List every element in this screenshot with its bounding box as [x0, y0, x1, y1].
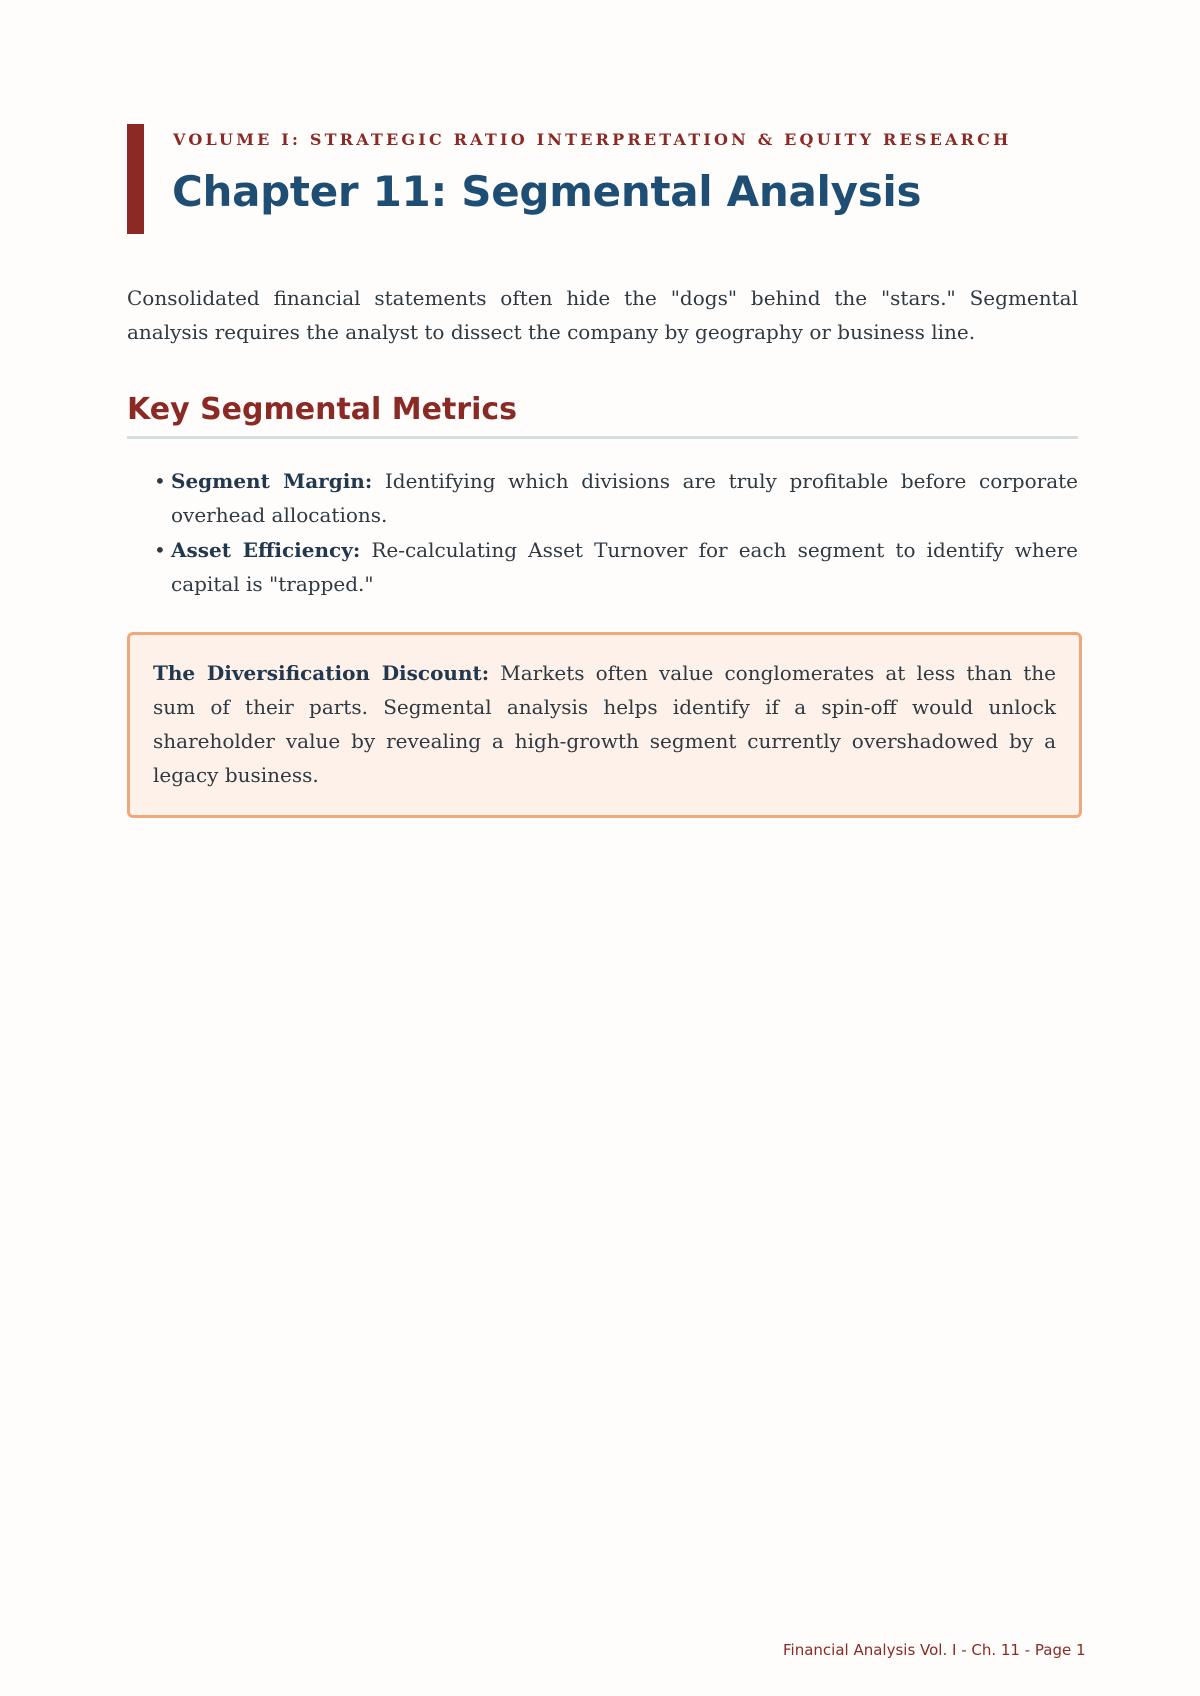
page: [127, 124, 1078, 787]
metric-term: Asset Efficiency:: [171, 538, 361, 562]
list-item: [154, 533, 1078, 601]
chapter-title: Chapter 11: Segmental Analysis: [172, 167, 922, 216]
callout-term: The Diversification Discount:: [153, 661, 490, 685]
intro-paragraph: Consolidated financial statements often hide the "dogs" behind the "stars." Segmental analysis requires the analyst to dissect the company by geography or business line.: [127, 286, 1078, 344]
section-heading: Key Segmental Metrics: [127, 392, 518, 427]
chapter-header: [127, 124, 1078, 234]
bullet-icon: •: [154, 469, 166, 493]
metric-term: Segment Margin:: [171, 469, 373, 493]
metrics-list: [154, 464, 1078, 602]
header-accent-bar: [127, 124, 144, 234]
page-footer: Financial Analysis Vol. I - Ch. 11 - Page 1: [783, 1641, 1086, 1659]
section-divider: [127, 436, 1078, 439]
callout-box: [127, 632, 1082, 818]
metric-description: Identifying which divisions are truly profitable before corporate overhead allocations.: [171, 469, 1078, 527]
bullet-icon: •: [154, 538, 166, 562]
volume-label: VOLUME I: STRATEGIC RATIO INTERPRETATION & EQUITY RESEARCH: [173, 130, 1012, 149]
metric-description: Re-calculating Asset Turnover for each segment to identify where capital is "trapped.": [171, 538, 1078, 596]
callout-text: Markets often value conglomerates at less than the sum of their parts. Segmental analysis helps identify if a spin-off would unlock shareholder value by revealing a high-growth segment currently overshadowed by a legacy business.: [153, 661, 1056, 787]
list-item: [154, 464, 1078, 532]
